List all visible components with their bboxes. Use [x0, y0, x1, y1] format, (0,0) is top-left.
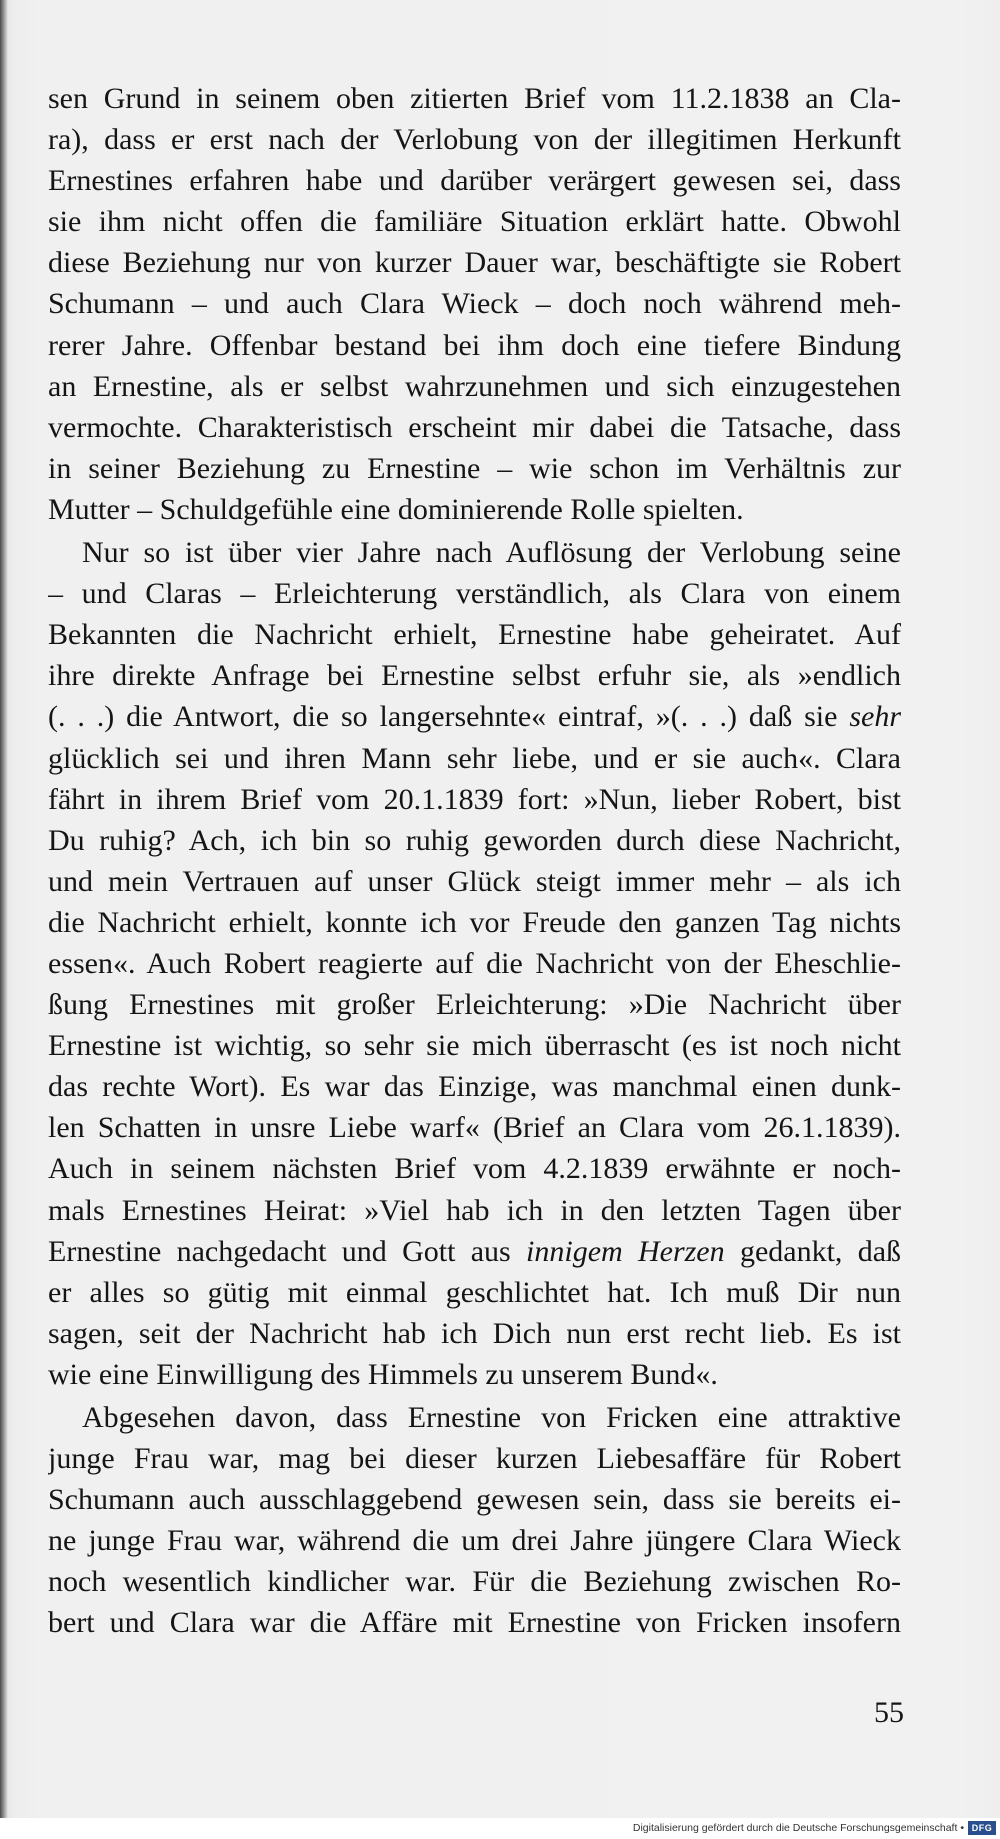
text-line: Ernestines erfahren habe und darüber verärgert gewesen sei, dass [48, 164, 901, 198]
text-line: essen«. Auch Robert reagierte auf die Nachricht von der Eheschlie- [48, 946, 901, 980]
text-line: ne junge Frau war, während die um drei Jahre jüngere Clara Wieck [48, 1524, 901, 1558]
funding-note-text: Digitalisierung gefördert durch die Deutsche Forschungsgemeinschaft [632, 1822, 958, 1834]
text-line: Schumann auch ausschlaggebend gewesen sein, dass sie bereits ei- [48, 1483, 901, 1517]
dfg-logo: DFG [968, 1821, 996, 1835]
text-line: sagen, seit der Nachricht hab ich Dich nun erst recht lieb. Es ist [48, 1316, 901, 1350]
text-line: das rechte Wort). Es war das Einzige, was manchmal einen dunk- [48, 1070, 901, 1104]
text-line: ßung Ernestines mit großer Erleichterung: »Die Nachricht über [48, 988, 901, 1022]
text-line: Abgesehen davon, dass Ernestine von Fricken eine attraktive [82, 1401, 901, 1434]
text-line: Schumann – und auch Clara Wieck – doch noch während meh- [48, 287, 901, 321]
text-line: diese Beziehung nur von kurzer Dauer war, beschäftigte sie Robert [48, 246, 901, 280]
text-line: bert und Clara war die Affäre mit Ernestine von Fricken insofern [48, 1606, 901, 1640]
text-line: – und Claras – Erleichterung verständlich, als Clara von einem [48, 577, 901, 611]
text-line: ihre direkte Anfrage bei Ernestine selbst erfuhr sie, als »endlich [48, 659, 901, 693]
page-number: 55 [874, 1696, 904, 1729]
text-line: noch wesentlich kindlicher war. Für die Beziehung zwischen Ro- [48, 1565, 901, 1599]
binding-shadow [0, 0, 8, 1839]
text-line: Mutter – Schuldgefühle eine dominierende Rolle spielten. [48, 492, 744, 526]
text-line: er alles so gütig mit einmal geschlichtet hat. Ich muß Dir nun [48, 1275, 901, 1309]
footer-bar [0, 1818, 1000, 1839]
text-line: Ernestine nachgedacht und Gott aus innigem Herzen gedankt, daß [48, 1234, 901, 1268]
text-line: ra), dass er erst nach der Verlobung von der illegitimen Herkunft [48, 123, 901, 157]
funding-note [633, 1821, 964, 1835]
text-line: sie ihm nicht offen die familiäre Situation erklärt hatte. Obwohl [48, 205, 901, 239]
text-line: Bekannten die Nachricht erhielt, Ernestine habe geheiratet. Auf [48, 618, 901, 652]
text-line: sen Grund in seinem oben zitierten Brief vom 11.2.1838 an Cla- [48, 82, 901, 115]
body-text [48, 78, 901, 1644]
footer-separator: • [960, 1822, 964, 1834]
text-line: wie eine Einwilligung des Himmels zu unserem Bund«. [48, 1357, 718, 1391]
text-line: len Schatten in unsre Liebe warf« (Brief an Clara vom 26.1.1839). [48, 1111, 901, 1145]
text-line: Ernestine ist wichtig, so sehr sie mich überrascht (es ist noch nicht [48, 1029, 901, 1063]
text-line: junge Frau war, mag bei dieser kurzen Liebesaffäre für Robert [48, 1442, 901, 1476]
text-line: an Ernestine, als er selbst wahrzunehmen und sich einzugestehen [48, 369, 901, 403]
text-line: vermochte. Charakteristisch erscheint mir dabei die Tatsache, dass [48, 410, 901, 444]
text-line: die Nachricht erhielt, konnte ich vor Freude den ganzen Tag nichts [48, 905, 901, 939]
text-line: Nur so ist über vier Jahre nach Auflösung der Verlobung seine [82, 536, 901, 570]
text-line: (. . .) die Antwort, die so langersehnte« eintraf, »(. . .) daß sie sehr [48, 700, 901, 734]
text-line: Auch in seinem nächsten Brief vom 4.2.1839 erwähnte er noch- [48, 1152, 901, 1186]
text-line: und mein Vertrauen auf unser Glück steigt immer mehr – als ich [48, 864, 901, 898]
text-line: in seiner Beziehung zu Ernestine – wie schon im Verhältnis zur [48, 451, 901, 485]
text-line: rerer Jahre. Offenbar bestand bei ihm doch eine tiefere Bindung [48, 328, 901, 362]
text-line: fährt in ihrem Brief vom 20.1.1839 fort: »Nun, lieber Robert, bist [48, 782, 901, 816]
text-line: Du ruhig? Ach, ich bin so ruhig geworden durch diese Nachricht, [48, 823, 901, 857]
text-line: glücklich sei und ihren Mann sehr liebe, und er sie auch«. Clara [48, 741, 901, 775]
text-line: mals Ernestines Heirat: »Viel hab ich in den letzten Tagen über [48, 1193, 901, 1227]
